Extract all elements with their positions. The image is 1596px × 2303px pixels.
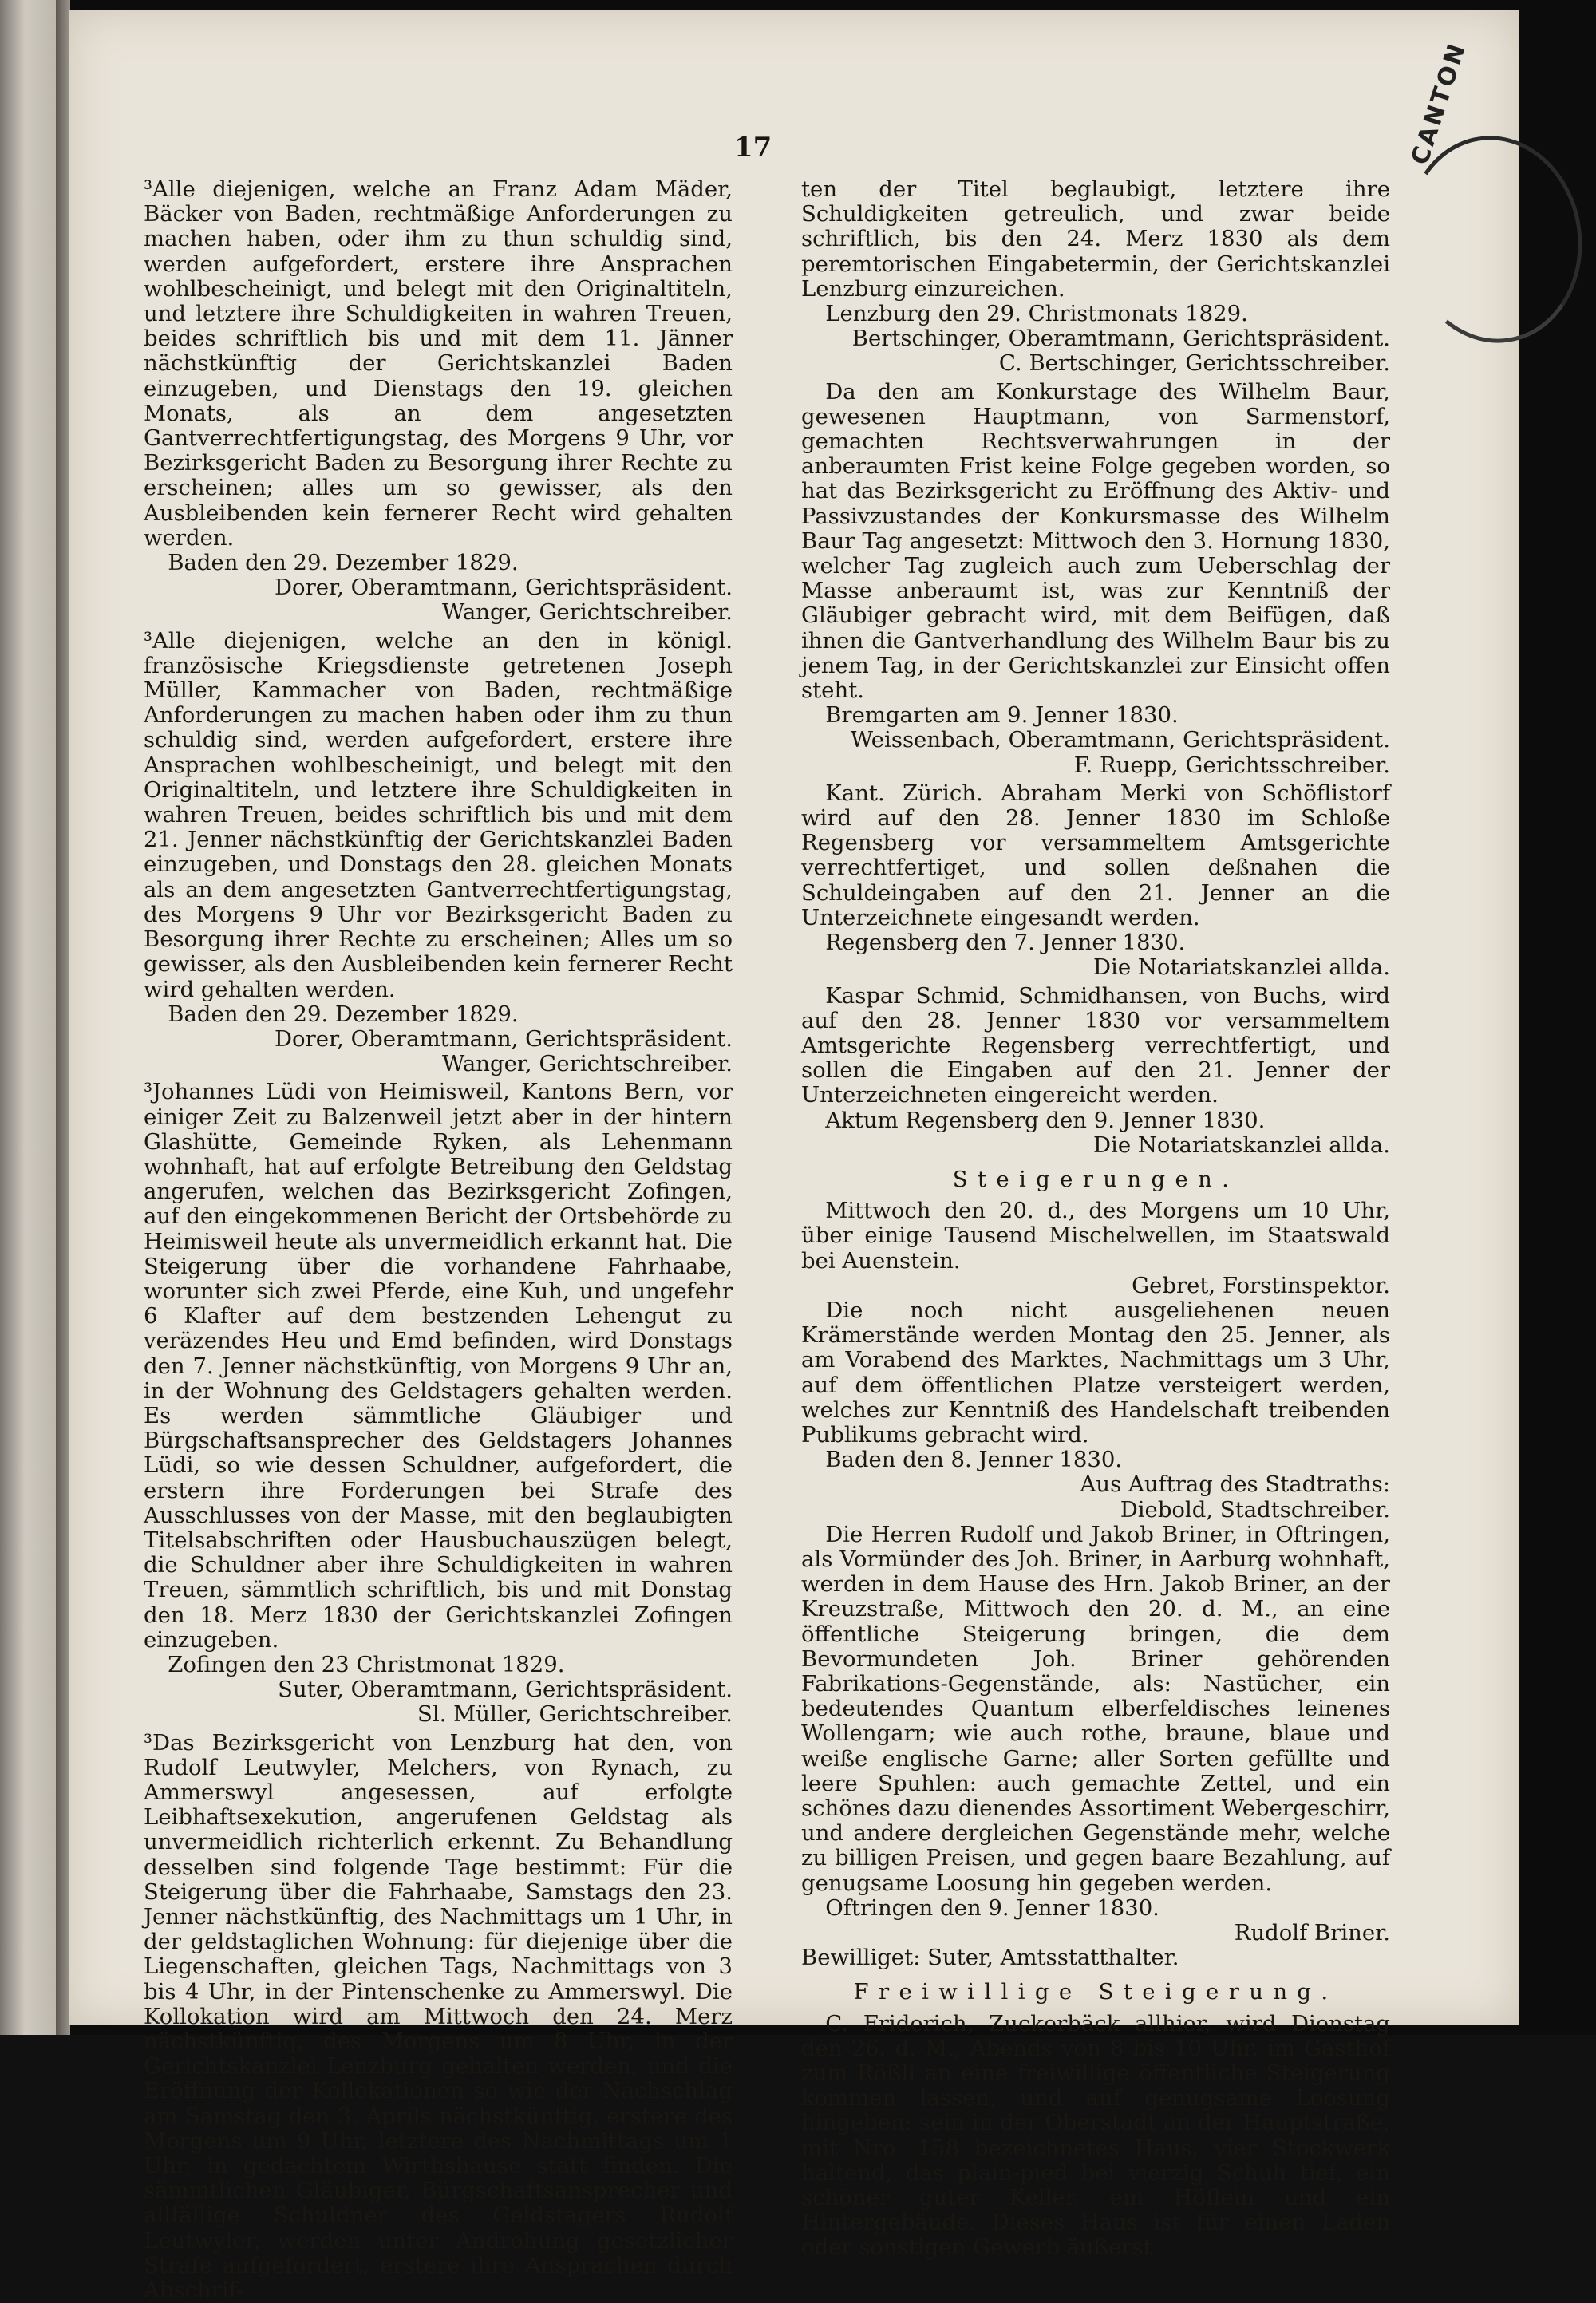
section-heading: Freiwillige Steigerung. <box>853 1979 1338 2005</box>
notice-paragraph: Kant. Zürich. Abraham Merki von Schöflistorf wird auf den 28. Jenner 1830 im Schloße Regensberg vor versammeltem Amtsgerichte verrechtfertiget, und sollen deßnahen die Schuldeingaben auf den 21. Jenner an die Unterzeichnete eingesandt werden. <box>801 780 1390 930</box>
notice-date: Baden den 29. Dezember 1829. <box>168 550 519 576</box>
notice-approval: Bewilliget: Suter, Amtsstatthalter. <box>801 1945 1179 1971</box>
page-number: 17 <box>734 132 772 164</box>
notice-signature: Sl. Müller, Gerichtschreiber. <box>417 1701 733 1728</box>
notice-signature: Die Notariatskanzlei allda. <box>1092 954 1390 981</box>
notice-date: Zofingen den 23 Christmonat 1829. <box>168 1651 565 1677</box>
notice-date: Lenzburg den 29. Christmonats 1829. <box>825 301 1248 327</box>
notice-paragraph: Die Herren Rudolf und Jakob Briner, in Oftringen, als Vormünder des Joh. Briner, in Aarburg wohnhaft, werden in dem Hause des Hrn. Jakob Briner, an der Kreuzstraße, Mittwoch den 20. d. M., an eine öffentliche Steigerung bringen, die dem Bevormundeten Joh. Briner gehörenden Fabrikations-Gegenstände, als: Nastücher, ein bedeutendes Quantum elberfeldisches leinenes Wollengarn; wie auch rothe, braune, blaue und weiße englische Garne; aller Sorten gefüllte und leere Spuhlen: auch gemachte Zettel, und ein schönes dazu dienendes Assortiment Webergeschirr, und andere dergleichen Gegenstände mehr, welche zu billigen Preisen, und gegen baare Bezahlung, auf genugsame Loosung hin gegeben werden. <box>801 1521 1390 1896</box>
notice-signature: Wanger, Gerichtschreiber. <box>442 599 733 626</box>
notice-date: Oftringen den 9. Jenner 1830. <box>825 1894 1159 1921</box>
notice-signature: Aus Auftrag des Stadtraths: <box>1080 1471 1390 1498</box>
notice-paragraph: Mittwoch den 20. d., des Morgens um 10 Uhr, über einige Tausend Mischelwellen, im Staatswald bei Auenstein. <box>801 1198 1390 1274</box>
notice-signature: Gebret, Forstinspektor. <box>1132 1272 1390 1298</box>
notice-signature: Wanger, Gerichtschreiber. <box>442 1051 733 1077</box>
section-heading: Steigerungen. <box>952 1166 1239 1192</box>
notice-signature: Diebold, Stadtschreiber. <box>1120 1496 1390 1523</box>
notice-signature: Weissenbach, Oberamtmann, Gerichtspräsident. <box>850 727 1390 753</box>
notice-paragraph: C. Friderich, Zuckerbäck allhier, wird Dienstag den 26. d. M., Abends von 8 bis 10 Uhr, im Gasthof zum Rößli an eine freiwillige öffentliche Steigerung kommen lassen, und auf genugsame Loosung hingeben: sein in der Oberstadt an der Hauptstraße, mit Nro. 158 bezeichnetes Haus, vier Stockwerk haltend, das plain-pied bei vierzig Schuh tief, ein schöner guter Keller, ein Höflein und ein Hintergebäude. Dieses Haus ist für einen Laden oder sonstigen Gewerb äußerst <box>801 2010 1390 2261</box>
notice-paragraph: Da den am Konkurstage des Wilhelm Baur, gewesenen Hauptmann, von Sarmenstorf, gemachten Rechtsverwahrungen in der anberaumten Frist keine Folge gegeben worden, so hat das Bezirksgericht zu Eröffnung des Aktiv- und Passivzustandes der Konkursmasse des Wilhelm Baur Tag angesetzt: Mittwoch den 3. Hornung 1830, welcher Tag zugleich auch zum Ueberschlag der Masse anberaumt ist, was zur Kenntniß der Gläubiger gebracht wird, mit dem Beifügen, daß ihnen die Gantverhandlung des Wilhelm Baur bis zu jenem Tag, in der Gerichtskanzlei zur Einsicht offen steht. <box>801 378 1390 704</box>
previous-page-edge <box>0 0 62 2035</box>
notice-signature: Dorer, Oberamtmann, Gerichtspräsident. <box>275 575 733 601</box>
notice-paragraph: Kaspar Schmid, Schmidhansen, von Buchs, wird auf den 28. Jenner 1830 vor versammeltem Amtsgerichte Regensberg verrechtfertigt, und sollen die Eingaben auf den 21. Jenner der Unterzeichneten eingereicht werden. <box>801 982 1390 1108</box>
right-column <box>801 177 1390 2261</box>
stamp-text: CANTON <box>1406 38 1472 168</box>
notice-paragraph: ³Das Bezirksgericht von Lenzburg hat den, von Rudolf Leutwyler, Melchers, von Rynach, zu Ammerswyl angesessen, auf erfolgte Leibhaftsexekution, angerufenen Geldstag als unvermeidlich richterlich erkennt. Zu Behandlung desselben sind folgende Tage bestimmt: Für die Steigerung über die Fahrhaabe, Samstags den 23. Jenner nächstkünftig, des Nachmittags um 1 Uhr, in der geldstaglichen Wohnung: für diejenige über die Liegenschaften, gleichen Tags, Nachmittags von 3 bis 4 Uhr, in der Pintenschenke zu Ammerswyl. Die Kollokation wird am Mittwoch den 24. Merz nächstkünftig, des Morgens um 8 Uhr, in der Gerichtskanzlei Lenzburg gehalten werden, und die Eröffnung der Kollokationen so wie der Nachschlag am Samstag den 3. Aprils nächstkünftig, erstere des Morgens um 9 Uhr, letztere des Nachmittags um 1 Uhr, in gedachtem Wirthshause statt finden. Die sämmtlichen Gläubiger, Bürgschaftsansprecher und allfällige Schuldner des Geldstagers Rudolf Leutwyler, werden unter Androhung gesetzlicher Strafe aufgefordert, erstere ihre Ansprachen durch Abschrif- <box>144 1729 733 2303</box>
notice-signature: Rudolf Briner. <box>1234 1920 1390 1946</box>
notice-paragraph: ³Alle diejenigen, welche an Franz Adam Mäder, Bäcker von Baden, rechtmäßige Anforderungen zu machen haben, oder ihm zu thun schuldig sind, werden aufgefordert, erstere ihre Ansprachen wohlbescheinigt, und belegt mit den Originaltiteln, und letztere ihre Schuldigkeiten in wahren Treuen, beides schriftlich bis und mit dem 11. Jänner nächstkünftig der Gerichtskanzlei Baden einzugeben, und Dienstags den 19. gleichen Monats, als an dem angesetzten Gantverrechtfertigungstag, des Morgens 9 Uhr, vor Bezirksgericht Baden zu Besorgung ihrer Rechte zu erscheinen; alles um so gewisser, als den Ausbleibenden kein fernerer Recht wird gehalten werden. <box>144 176 733 551</box>
notice-date: Aktum Regensberg den 9. Jenner 1830. <box>825 1107 1266 1133</box>
notice-paragraph: Die noch nicht ausgeliehenen neuen Krämerstände werden Montag den 25. Jenner, als am Vorabend des Marktes, Nachmittags um 3 Uhr, auf dem öffentlichen Platze versteigert werden, welches zur Kenntniß des Handelschaft treibenden Publikums gebracht wird. <box>801 1297 1390 1448</box>
notice-signature: F. Ruepp, Gerichtsschreiber. <box>1073 752 1390 778</box>
notice-signature: Bertschinger, Oberamtmann, Gerichtspräsident. <box>851 326 1390 352</box>
notice-signature: Suter, Oberamtmann, Gerichtspräsident. <box>278 1677 733 1703</box>
notice-date: Baden den 29. Dezember 1829. <box>168 1001 519 1027</box>
notice-date: Regensberg den 7. Jenner 1830. <box>825 930 1186 956</box>
notice-signature: Die Notariatskanzlei allda. <box>1092 1132 1390 1158</box>
notice-signature: C. Bertschinger, Gerichtsschreiber. <box>998 350 1390 377</box>
left-column <box>144 177 733 2303</box>
notice-paragraph: ³Alle diejenigen, welche an den in königl. französische Kriegsdienste getretenen Joseph Müller, Kammacher von Baden, rechtmäßige Anforderungen zu machen haben oder ihm zu thun schuldig sind, werden aufgefordert, erstere ihre Ansprachen wohlbescheinigt, und belegt mit den Originaltiteln, und letztere ihre Schuldigkeiten in wahren Treuen, beides schriftlich bis und mit dem 21. Jenner nächstkünftig der Gerichtskanzlei Baden einzugeben, und Donstags den 28. gleichen Monats als an dem angesetzten Gantverrechtfertigungstag, des Morgens 9 Uhr vor Bezirksgericht Baden zu Besorgung ihrer Rechte zu erscheinen; Alles um so gewisser, als den Ausbleibenden kein fernerer Recht wird gehalten werden. <box>144 627 733 1002</box>
notice-signature: Dorer, Oberamtmann, Gerichtspräsident. <box>275 1025 733 1052</box>
notice-date: Bremgarten am 9. Jenner 1830. <box>825 702 1179 729</box>
notice-paragraph: ³Johannes Lüdi von Heimisweil, Kantons Bern, vor einiger Zeit zu Balzenweil jetzt aber in der hintern Glashütte, Gemeinde Ryken, als Lehenmann wohnhaft, hat auf erfolgte Betreibung den Geldstag angerufen, welchen das Bezirksgericht Zofingen, auf den eingekommenen Bericht der Ortsbehörde zu Heimisweil heute als unvermeidlich erkannt hat. Die Steigerung über die vorhandene Fahrhaabe, worunter sich zwei Pferde, eine Kuh, und ungefehr 6 Klafter auf dem bestzenden Lehengut zu veräzendes Heu und Emd befinden, wird Donstags den 7. Jenner nächstkünftig, von Morgens 9 Uhr an, in der Wohnung des Geldstagers gehalten werden. Es werden sämmtliche Gläubiger und Bürgschaftsansprecher des Geldstagers Johannes Lüdi, so wie dessen Schuldner, aufgefordert, die erstern ihre Forderungen bei Strafe des Ausschlusses von der Masse, mit den beglaubigten Titelsabschriften oder Hausbuchauszügen belegt, die Schuldner aber ihre Schuldigkeiten in wahren Treuen, sämmtlich schriftlich, bis und mit Donstag den 18. Merz 1830 der Gerichtskanzlei Zofingen einzugeben. <box>144 1079 733 1653</box>
notice-paragraph: ten der Titel beglaubigt, letztere ihre Schuldigkeiten getreulich, und zwar beide schriftlich, bis den 24. Merz 1830 als dem peremtorischen Eingabetermin, der Gerichtskanzlei Lenzburg einzureichen. <box>801 176 1390 302</box>
notice-date: Baden den 8. Jenner 1830. <box>825 1447 1123 1473</box>
